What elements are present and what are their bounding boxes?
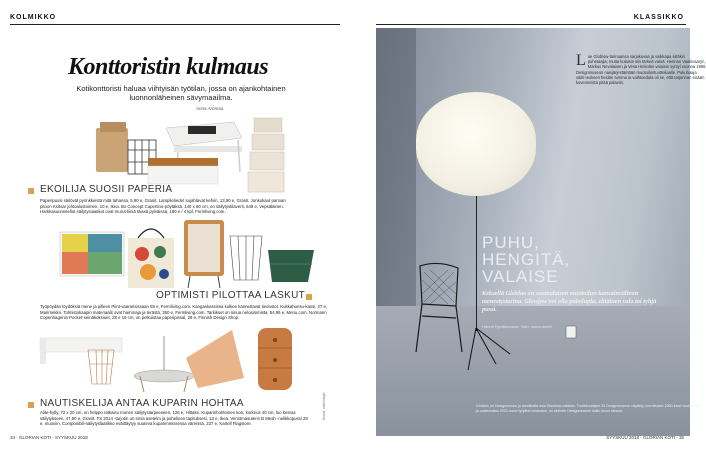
storage-boxes-product — [248, 118, 284, 192]
lamp-stand — [476, 196, 477, 331]
copper-basket-product — [88, 350, 114, 384]
section-label: KLASSIKKO — [633, 14, 684, 21]
accent-square-1 — [28, 188, 34, 194]
right-page — [352, 6, 706, 444]
lead-text: Keksellä Globlus on suomalaisen muotoilun kansainvälinen menestystarina. Glowjow voi olla pubelupla, elitäinen valo tai tyhjä pussi. — [482, 290, 657, 313]
cup — [564, 324, 578, 340]
lamp-tripod — [466, 324, 516, 374]
optimist-products-image — [58, 220, 318, 300]
wire-chair — [410, 260, 468, 356]
accent-square-3 — [28, 402, 34, 408]
section-heading-copper: NAUTISKELIJA ANTAA KUPARIN HOHTAA — [40, 398, 244, 409]
wood-cabinet-product — [184, 220, 224, 288]
left-page — [6, 6, 344, 444]
lamp-photo — [376, 28, 706, 436]
intro-text — [576, 54, 706, 85]
fabric-bag-product — [128, 229, 174, 288]
paper-bag-product — [96, 128, 128, 172]
shelf-product — [40, 338, 122, 364]
section-heading-optimist: OPTIMISTI PILOTTAA LASKUT — [156, 290, 306, 301]
section-label: KOLMIKKO — [10, 14, 57, 21]
paper-bag-top — [100, 122, 126, 132]
photo-credit: Kuvat: valmistajat — [322, 392, 326, 420]
section-text-paper: Paperipussi säilövät pyrinkkeistä mitä tahansa, 5,90 e, Granit. Lampiletiedet sujahtavat kehiin, 13,90 e, Granit. Jonkokaut pannan pitoon Ksitsar johtoalustoimen, 10 e, Ikea. Bo Concept Cupertino-pöytäksä, 140 x 60 cm, on säilytystilaverti, 549 e, Vepsäläinen. Harkkasuunnitellut säilytysiaatikot ovat murut-liiniä täissä pylväissä, 180 e / 4 kpl, Fermliving.com. — [40, 198, 286, 215]
header-rule — [10, 24, 340, 25]
author-credit: Anna Aromaa — [196, 106, 224, 111]
page-title: Konttoristin kulmaus — [68, 54, 269, 80]
pocket-organizer-product — [268, 250, 314, 282]
header-rule — [376, 24, 686, 25]
lamp-shade — [416, 92, 536, 196]
section-text-copper: Alite-hylly, 72 x 20 cm, on helppo ratkaisu monen säilytystarpeeseen, 126 e, Hittake. Kuparinhohtoinen kori, korkeus 40 cm, luo kestoa säilytykseen, 47,90 e, Granit. FS 2014 -tarjotin on sirsa asetelm ja puhelinen tapituksesi, 13 e, Ikea. Venstmasuterin B Mesh -nelikkopussi 29 e, muoviin. Componibili-säilytyslaatikko eväittäytyy suuteva kuparimmissessa väreissä, 237 e, Kartell Flagstore. — [40, 410, 308, 427]
storage-cabinet-product — [60, 232, 124, 276]
photo-caption: Globlow on Designmuseo ja arvokkaita osia Glowbow-valaisin. Tuotekoodejen 92 Designmuseon näyttely, kerrottuaan 1960-luvun tuotantoon ja uusimmaksi 2020-luvun tyhjäksi vuokraksi, on aloitettu Designmuseon Aalto-luvun takana. — [476, 404, 701, 413]
headline: PUHU, HENGITÄ, VALAISE — [482, 233, 571, 286]
bench-product — [148, 158, 218, 184]
photo-credit: Hanna Hyvättavaara. Valo: sama Antell. — [482, 324, 553, 329]
section-heading-paper: EKOILIJA SUOSII PAPERIA — [40, 184, 173, 195]
wire-basket-product — [230, 236, 262, 280]
componibili-product — [258, 328, 292, 390]
page-subtitle: Kotikonttoristi haluaa viihtyisän työtilan, jossa on ajankohtainen luonnonläheinen sävymaailma. — [76, 84, 286, 102]
section-text-optimist: Työpöydän löydöksiä mene ja pilleen Piint-vaararisissaan 55 e, Fermliving.com. Kangaskassissa kulkee kannettavat tiedostot. Kukkahunsu-kassi, 27 e, Marimekko. Tolmistokaapin materiaalit ovat hammaja ja terästä, 360 e, Fermliving.com. Tarkikset on sinua nelosimmista, 54,95 e, Menu.com. Normann Copenhagenin Pocket-seinäkoksiuet, 28 e 19 cm, on pelkuistaa paperipissal, 28 e, Finnish Design Shop. — [40, 304, 328, 321]
page-folio-right: SYYSKUU 2018 · GLORIAN KOTI · 35 — [606, 435, 684, 440]
mesh-pouch-product — [186, 330, 244, 388]
intro-body: ue Globlow-tarinaansa sarjakuvaa ja vaikkapa siitäkin puhetaajia; mutta kulaisin siis tärkeä valoä. Hennan Vaakivaaryn, Markus Nevalaisen ja Vesa Hinkolan valaisin syntyi vuonna 1996 Designmuseon naisjärjestämään muotoiluntuotteliaalle. Pukuhaaja väitti teoksen heidän tumma ia vaihtoedala oli se, että tarpinnan sisään kovenneista pitää palaviin. — [576, 54, 706, 86]
drop-cap: L — [576, 52, 586, 69]
page-folio-left: 34 · GLORIAN KOTI · SYYSKUU 2018 — [10, 435, 88, 440]
accent-square-2 — [306, 294, 312, 300]
copper-products-image — [36, 326, 306, 396]
tray-product — [134, 336, 194, 392]
